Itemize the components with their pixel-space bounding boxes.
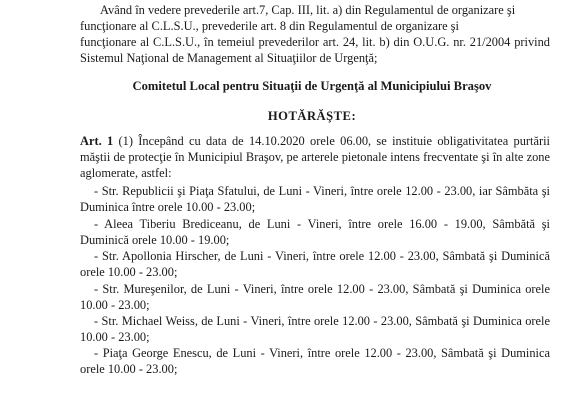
- list-item: - Str. Republicii şi Piaţa Sfatului, de Luni - Vineri, între orele 12.00 - 23.00, iar Sâmbăta şi Duminica între orele 10.00 - 23.00;: [80, 184, 550, 214]
- intro-paragraph-line-1: Având în vedere prevederile art.7, Cap. III, lit. a) din Regulamentul de organizare şi: [100, 3, 516, 17]
- list-item: - Str. Mureşenilor, de Luni - Vineri, între orele 12.00 - 23.00, Sâmbată şi Duminica orele 10.00 - 23.00;: [80, 282, 550, 312]
- intro-paragraph-line-2: funcţionare al C.L.S.U., prevederile art. 8 din Regulamentul de organizare şi: [80, 19, 459, 33]
- list-item: - Piaţa George Enescu, de Luni - Vineri, între orele 12.00 - 23.00, Sâmbată şi Duminica orele 10.00 - 23.00;: [80, 346, 550, 376]
- list-item: - Str. Michael Weiss, de Luni - Vineri, între orele 12.00 - 23.00, Sâmbată şi Duminica orele 10.00 - 23.00;: [80, 314, 550, 344]
- intro-paragraph-line-3: funcţionare al C.L.S.U., în temeiul prevederilor art. 24, lit. b) din O.U.G. nr. 21/2004 privind Sistemul Naţional de Management al Situaţiilor de Urgenţă;: [80, 35, 550, 65]
- article-1: [80, 133, 550, 181]
- article-text: (1) Începând cu data de 14.10.2020 orele 06.00, se instituie obligativitatea purtării măştii de protecţie în Municipiul Braşov, pe arterele pietonale intens frecventate şi în alte zone aglomerate, astfel:: [80, 134, 550, 180]
- list-item: - Str. Apollonia Hirscher, de Luni - Vineri, între orele 12.00 - 23.00, Sâmbată şi Duminică orele 10.00 - 23.00;: [80, 249, 550, 279]
- committee-heading: Comitetul Local pentru Situaţii de Urgenţă al Municipiului Braşov: [132, 79, 492, 93]
- article-label: Art. 1: [80, 134, 114, 148]
- list-item: - Aleea Tiberiu Brediceanu, de Luni - Vineri, între orele 16.00 - 19.00, Sâmbătă şi Duminică orele 10.00 - 19.00;: [80, 217, 550, 247]
- decision-heading: HOTĂRĂŞTE:: [267, 109, 357, 123]
